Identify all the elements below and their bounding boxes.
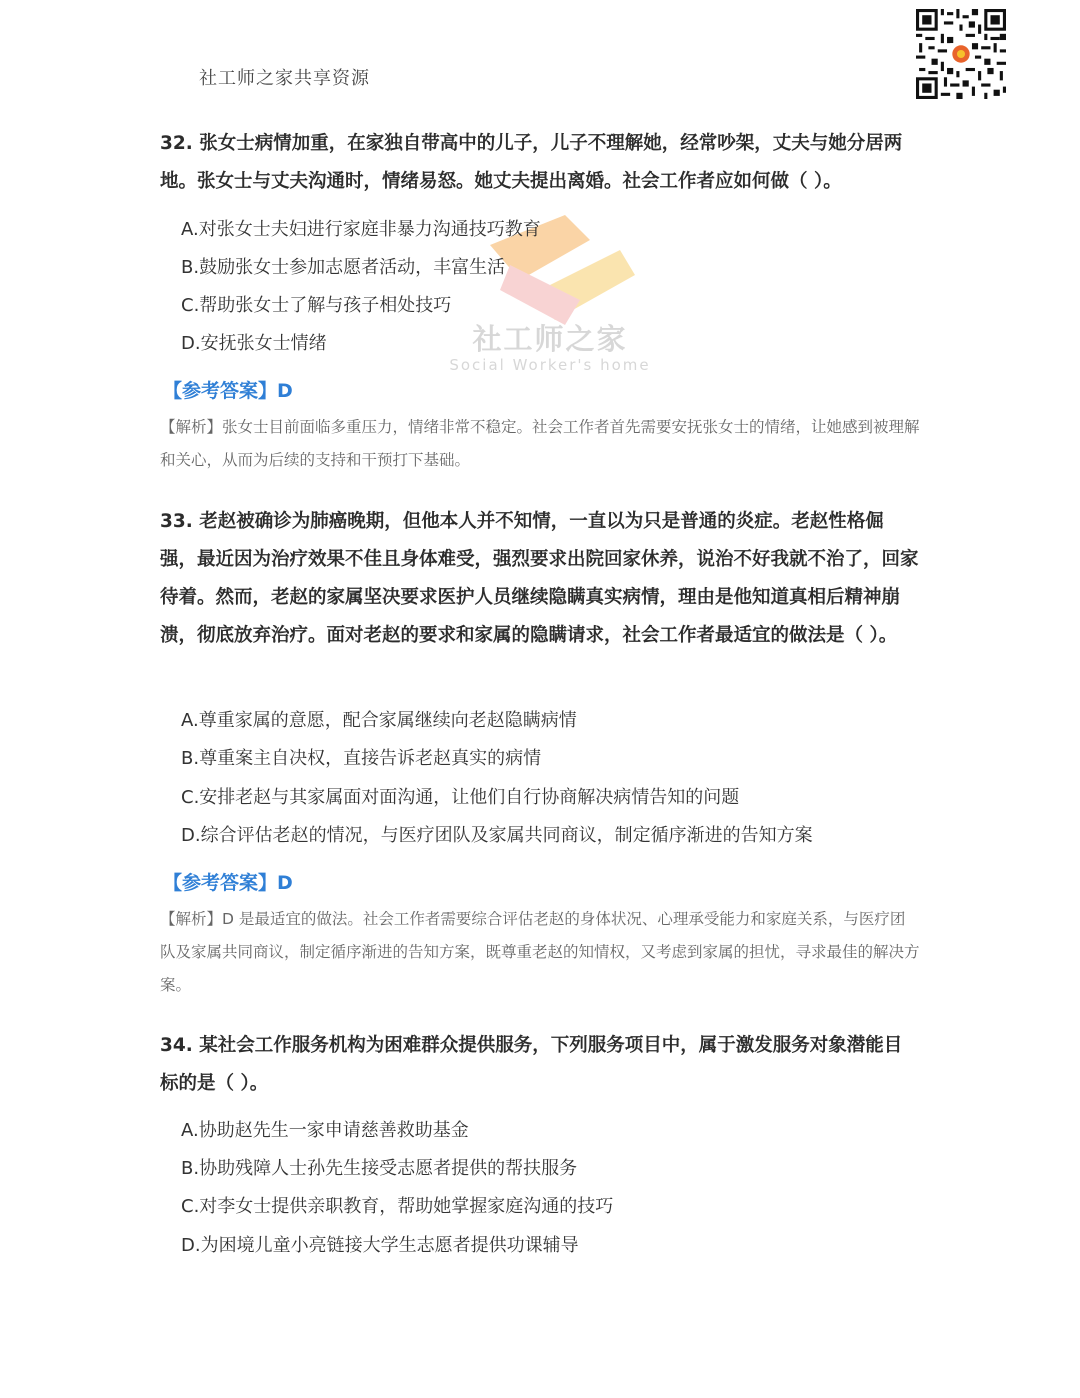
question-34-option-d: D.为困境儿童小亮链接大学生志愿者提供功课辅导 bbox=[181, 1235, 579, 1256]
header-source-label: 社工师之家共享资源 bbox=[199, 68, 370, 89]
question-33-text: 33. 老赵被确诊为肺癌晚期，但他本人并不知情，一直以为只是普通的炎症。老赵性格倔强，最近因为治疗效果不佳且身体难受，强烈要求出院回家休养，说治不好我就不治了，回家待着。然而，老赵的家属坚决要求医护人员继续隐瞒真实病情，理由是他知道真相后精神崩溃，彻底放弃治疗。面对老赵的要求和家属的隐瞒请求，社会工作者最适宜的做法是（ ）。 bbox=[160, 511, 919, 646]
watermark-logo-name: 社工师之家 bbox=[472, 322, 628, 356]
question-34-option-c: C.对李女士提供亲职教育，帮助她掌握家庭沟通的技巧 bbox=[181, 1196, 614, 1217]
question-33-answer: 【参考答案】D bbox=[163, 872, 293, 894]
question-33-option-d: D.综合评估老赵的情况，与医疗团队及家属共同商议，制定循序渐进的告知方案 bbox=[181, 825, 813, 846]
question-33-explanation: 【解析】D 是最适宜的做法。社会工作者需要综合评估老赵的身体状况、心理承受能力和家庭关系，与医疗团队及家属共同商议，制定循序渐进的告知方案，既尊重老赵的知情权，又考虑到家属的担忧，寻求最佳的解决方案。 bbox=[160, 910, 920, 994]
question-32-answer: 【参考答案】D bbox=[163, 380, 293, 402]
question-33-option-b: B.尊重案主自决权，直接告诉老赵真实的病情 bbox=[181, 748, 542, 769]
watermark-logo bbox=[444, 322, 656, 378]
question-34-option-b: B.协助残障人士孙先生接受志愿者提供的帮扶服务 bbox=[181, 1158, 578, 1179]
question-32-option-a: A.对张女士夫妇进行家庭非暴力沟通技巧教育 bbox=[181, 219, 541, 240]
question-33-option-c: C.安排老赵与其家属面对面沟通，让他们自行协商解决病情告知的问题 bbox=[181, 787, 740, 808]
question-34-text: 34. 某社会工作服务机构为困难群众提供服务，下列服务项目中，属于激发服务对象潜能目标的是（ ）。 bbox=[160, 1035, 903, 1094]
watermark-logo-english: Social Worker's home bbox=[449, 356, 651, 374]
question-32-option-c: C.帮助张女士了解与孩子相处技巧 bbox=[181, 295, 452, 316]
question-32-text: 32. 张女士病情加重，在家独自带高中的儿子，儿子不理解她，经常吵架，丈夫与她分居两地。张女士与丈夫沟通时，情绪易怒。她丈夫提出离婚。社会工作者应如何做（ ）。 bbox=[160, 133, 903, 192]
question-33-option-a: A.尊重家属的意愿，配合家属继续向老赵隐瞒病情 bbox=[181, 710, 577, 731]
question-32-option-b: B.鼓励张女士参加志愿者活动，丰富生活 bbox=[181, 257, 506, 278]
question-34-option-a: A.协助赵先生一家申请慈善救助基金 bbox=[181, 1120, 469, 1141]
question-32-explanation: 【解析】张女士目前面临多重压力，情绪非常不稳定。社会工作者首先需要安抚张女士的情绪，让她感到被理解和关心，从而为后续的支持和干预打下基础。 bbox=[160, 418, 920, 469]
qr-code-icon bbox=[916, 9, 1006, 99]
question-32-option-d: D.安抚张女士情绪 bbox=[181, 333, 327, 354]
